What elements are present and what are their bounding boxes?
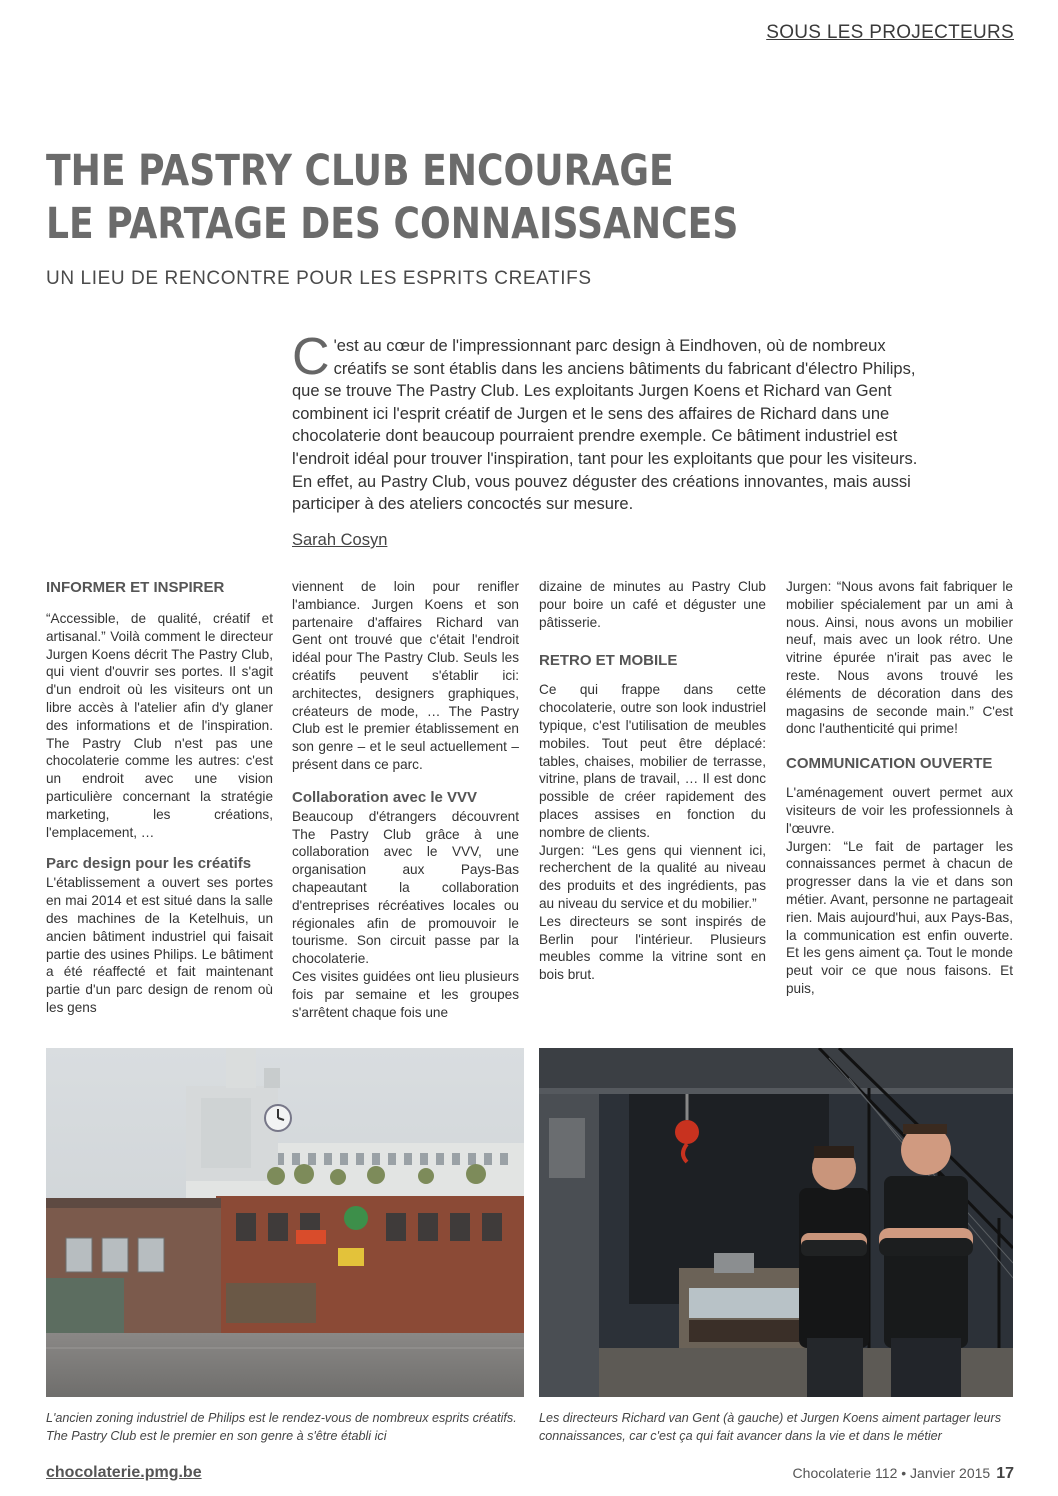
article-title — [46, 145, 852, 251]
caption-left: L'ancien zoning industriel de Philips est le rendez-vous de nombreux esprits créatifs. The Pastry Club est le premier en son genre à s'être établi ici — [46, 1411, 517, 1443]
paragraph: L'établissement a ouvert ses portes en mai 2014 et est situé dans la salle des machines de la Ketelhuis, un ancien bâtiment industriel qui faisait partie des usines Philips. Le bâtiment a été réaffecté et fait maintenant partie d'un parc design de renom où les gens — [46, 875, 273, 1015]
lead-paragraph — [292, 328, 942, 516]
heading-informer: INFORMER ET INSPIRER — [46, 579, 225, 596]
photo-directors — [539, 1048, 1013, 1397]
directors-illustration — [539, 1048, 1013, 1397]
article-subtitle: UN LIEU DE RENCONTRE POUR LES ESPRITS CREATIFS — [46, 268, 592, 289]
paragraph: dizaine de minutes au Pastry Club pour boire un café et déguster une pâtisserie. — [539, 579, 766, 630]
issue-label: Chocolaterie 112 • Janvier 2015 — [792, 1465, 991, 1481]
heading-communication: COMMUNICATION OUVERTE — [786, 755, 993, 773]
paragraph: L'aménagement ouvert permet aux visiteurs de voir les professionnels à l'œuvre. — [786, 785, 1013, 836]
paragraph: Beaucoup d'étrangers découvrent The Pastry Club grâce à une collaboration avec le VVV, une organisation aux Pays-Bas chapeautant la collaboration d'entreprises récréatives locales ou régionales afin de promouvoir le tourisme. Son circuit passe par la chocolaterie. — [292, 808, 519, 967]
heading-parc-design: Parc design pour les créatifs — [46, 855, 252, 873]
photo-industrial-zone — [46, 1048, 524, 1397]
column-2 — [292, 578, 519, 1021]
title-line-2: LE PARTAGE DES CONNAISSANCES — [46, 199, 739, 249]
paragraph: viennent de loin pour renifler l'ambiance. Jurgen Koens et son partenaire d'affaires Richard van Gent ont trouvé que c'était l'endroit idéal pour The Pastry Club. Seuls les créatifs peuvent s'établir ici: architectes, designers graphiques, créateurs de mode, … The Pastry Club est le premier établissement en son genre – et le seul actuellement – présent dans ce parc. — [292, 579, 519, 772]
paragraph: Ce qui frappe dans cette chocolaterie, outre son look industriel typique, c'est l'utilisation de meubles mobiles. Tout peut être déplacé: tables, chaises, mobilier de terrasse, vitrine, plans de travail, … Il est donc possible de créer rapidement des places assises en fonction du nombre de clients. — [539, 682, 766, 840]
footer-issue — [793, 1465, 1014, 1483]
column-3 — [539, 578, 766, 984]
title-line-1: THE PASTRY CLUB ENCOURAGE — [46, 146, 674, 196]
heading-collaboration: Collaboration avec le VVV — [292, 788, 478, 806]
column-4 — [786, 578, 1013, 998]
paragraph: Ces visites guidées ont lieu plusieurs fois par semaine et les groupes s'arrêtent chaque fois une — [292, 968, 519, 1020]
paragraph: Les directeurs se sont inspirés de Berlin pour l'intérieur. Plusieurs meubles comme la vitrine sont en bois brut. — [539, 913, 766, 983]
paragraph: Jurgen: “Les gens qui viennent ici, recherchent de la qualité au niveau des produits et des ingrédients, pas au niveau du service et du mobilier.” — [539, 842, 766, 911]
column-1 — [46, 578, 273, 1017]
paragraph: “Accessible, de qualité, créatif et artisanal.” Voilà comment le directeur Jurgen Koens décrit The Pastry Club, qui vient d'ouvrir ses portes. Il s'agit d'un endroit où les visiteurs ont un libre accès à l'atelier afin d'y glaner des informations et de l'inspiration. The Pastry Club n'est pas une chocolaterie comme les autres: c'est un endroit avec une vision particulière concernant la stratégie marketing, les créations, l'emplacement, … — [46, 611, 273, 840]
site-link[interactable]: chocolaterie.pmg.be — [46, 1464, 202, 1481]
caption-right: Les directeurs Richard van Gent (à gauche) et Jurgen Koens aiment partager leurs connaissances, car c'est ça qui fait avancer dans la vie et dans le métier — [539, 1411, 1002, 1443]
industrial-zone-illustration — [46, 1048, 524, 1397]
paragraph: Jurgen: “Nous avons fait fabriquer le mobilier spécialement par un ami à nous. Ainsi, nous avons un mobilier neuf, mais avec un look rétro. Une vitrine épurée n'irait pas avec le reste. Nous avons trouvé les éléments de décoration dans des magasins de seconde main.” C'est donc l'authenticité qui prime! — [786, 579, 1013, 737]
lead-text: 'est au cœur de l'impressionnant parc design à Eindhoven, où de nombreux créatifs se sont établis dans les anciens bâtiments du fabricant d'électro Philips, que se trouve The Pastry Club. Les exploitants Jurgen Koens et Richard van Gent combinent ici l'esprit créatif de Jurgen et le sens des affaires de Richard dans une chocolaterie dont beaucoup pourraient prendre exemple. Ce bâtiment industriel est l'endroit idéal pour trouver l'inspiration, tant pour les exploitants que pour les visiteurs. En effet, au Pastry Club, vous pouvez déguster des créations innovantes, mais aussi participer à des ateliers concoctés sur mesure. — [292, 337, 918, 514]
paragraph: Jurgen: “Le fait de partager les connaissances permet à chacun de progresser dans la vie et dans son métier. Avant, personne ne partageait rien. Mais aujourd'hui, aux Pays-Bas, la communication est enfin ouverte. Et les gens aiment ça. Tout le monde peut voir ce que nous faisons. Et puis, — [786, 838, 1013, 996]
page-number: 17 — [996, 1465, 1014, 1482]
section-label: SOUS LES PROJECTEURS — [766, 22, 1014, 43]
drop-cap: C — [292, 328, 330, 386]
author-byline: Sarah Cosyn — [292, 531, 388, 549]
heading-retro: RETRO ET MOBILE — [539, 652, 678, 670]
